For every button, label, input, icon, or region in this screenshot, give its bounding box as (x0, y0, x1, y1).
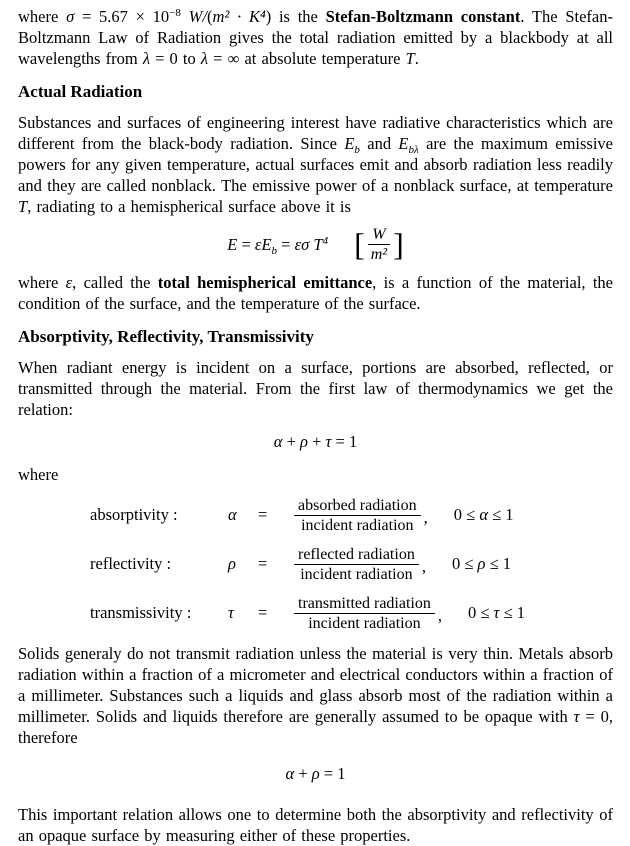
tau-symbol: τ (228, 603, 234, 622)
definition-fraction (294, 496, 421, 535)
comma: , (437, 606, 442, 625)
equation-emissive-power (18, 225, 613, 264)
fraction-denominator: incident radiation (301, 516, 414, 534)
paragraph-conclusion: This important relation allows one to determine both the absorptivity and reflectivity of an opaque surface by measuring either of these properties. (18, 805, 613, 845)
left-bracket: [ (354, 225, 365, 262)
where-label: where (18, 465, 59, 484)
definition-label: reflectivity : (90, 554, 172, 573)
comma: , (421, 557, 426, 576)
paragraph-solids: Solids generaly do not transmit radiation unless the material is very thin. Metals absorb radiation within a fraction of a micrometer and electrical conductors within a fraction of a millimeter. Substances such a liquids and glass absorb most of the radiation within a millimeter. Solids and liquids therefore are generally assumed to be opaque with τ = 0, therefore (18, 644, 613, 747)
unit-denominator: m² (370, 246, 388, 263)
definition-fraction (294, 545, 419, 584)
unit-fraction (367, 225, 391, 264)
paragraph-stefan-boltzmann: where $\sigma = 5.67 \times 10^{-8}$ W/(m² · K⁴) is the Stefan-Boltzmann constant. The Stefan-Boltzmann Law of Radiation gives the total radiation emitted by a blackbody at all wavelengths from λ = 0 to λ = ∞ at absolute temperature T. (18, 7, 613, 68)
paragraph-incident-energy: When radiant energy is incident on a surface, portions are absorbed, reflected, or transmitted through the material. From the first law of thermodynamics we get the relation: (18, 358, 613, 419)
equals-sign: = (258, 554, 268, 573)
right-bracket: ] (393, 225, 404, 262)
definition-row-transmissivity (18, 594, 613, 632)
fraction-numerator: transmitted radiation (294, 594, 435, 614)
rho-symbol: ρ (228, 554, 236, 573)
heading-absorptivity-reflectivity-transmissivity: Absorptivity, Reflectivity, Transmissivity (18, 327, 314, 346)
unit-numerator: W (368, 225, 389, 245)
equals-sign: = (258, 505, 268, 524)
paragraph-emittance: where ε, called the total hemispherical emittance, is a function of the material, the condition of the surface, and the temperature of the surface. (18, 273, 614, 313)
comma: , (423, 508, 428, 527)
equation-first-law-body: α + ρ + τ = 1 (273, 432, 358, 451)
paragraph-substances: Substances and surfaces of engineering interest have radiative characteristics which are different from the black-body radiation. Since $E_b$ and $E_{b\lambda}$ are the maximum emissive powers for any given temperature, actual surfaces emit and absorb radiation less readily and they are called nonblack. The emissive power of a nonblack surface, at temperature T, radiating to a hemispherical surface above it is (18, 113, 614, 216)
fraction-denominator: incident radiation (308, 614, 421, 632)
equation-opaque-body: α + ρ = 1 (285, 764, 346, 783)
range-constraint: 0 ≤ τ ≤ 1 (467, 603, 526, 622)
alpha-symbol: α (228, 505, 237, 524)
fraction-numerator: absorbed radiation (294, 496, 421, 516)
definition-fraction (294, 594, 435, 633)
equation-first-law (18, 432, 613, 452)
equation-opaque (18, 764, 613, 784)
definition-label: transmissivity : (90, 603, 192, 622)
fraction-denominator: incident radiation (300, 565, 413, 583)
equals-sign: = (258, 603, 268, 622)
heading-actual-radiation: Actual Radiation (18, 82, 143, 101)
fraction-numerator: reflected radiation (294, 545, 419, 565)
definition-row-absorptivity (18, 496, 613, 534)
definition-row-reflectivity (18, 545, 613, 583)
equation-emissive-body: $E = \varepsilon E_b = \varepsilon\sigma$ $T^4$ (227, 234, 329, 257)
range-constraint: 0 ≤ ρ ≤ 1 (451, 554, 511, 573)
range-constraint: 0 ≤ α ≤ 1 (453, 505, 514, 524)
definition-label: absorptivity : (90, 505, 178, 524)
